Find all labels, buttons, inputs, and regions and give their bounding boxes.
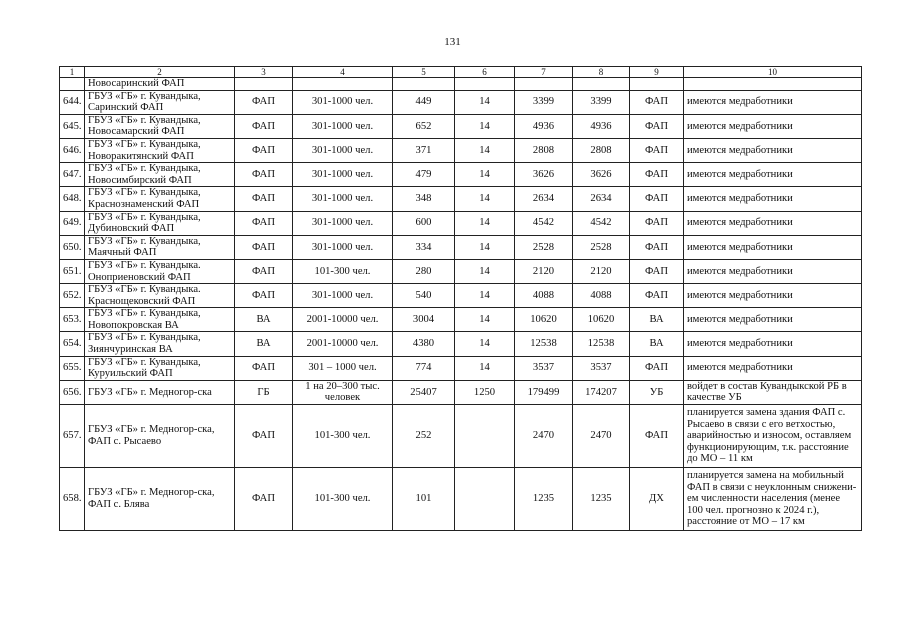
note: имеются медработники [684, 114, 862, 138]
table-row [60, 468, 862, 531]
header-cell: 9 [630, 67, 684, 78]
value-col6: 14 [455, 356, 515, 380]
facility-name: ГБУЗ «ГБ» г. Кувандыка, Дубиновский ФАП [85, 211, 235, 235]
value-col8: 3626 [573, 163, 630, 187]
target-type: ФАП [630, 259, 684, 283]
row-number: 654. [60, 332, 85, 356]
note: планируется замена на мобильный ФАП в связи с неуклонным снижени-ем численности населения (менее 100 чел. прогнозно к 2024 г.), расстояние от МО – 17 км [684, 468, 862, 531]
facility-name: ГБУЗ «ГБ» г. Медногор-ска, ФАП с. Блява [85, 468, 235, 531]
population-range: 301-1000 чел. [293, 114, 393, 138]
header-cell: 5 [393, 67, 455, 78]
page-number: 131 [444, 36, 461, 48]
population-range: 2001-10000 чел. [293, 332, 393, 356]
header-cell: 8 [573, 67, 630, 78]
value-col8: 1235 [573, 468, 630, 531]
value-col7: 2808 [515, 138, 573, 162]
note: имеются медработники [684, 163, 862, 187]
row-number: 651. [60, 259, 85, 283]
value-col6 [455, 405, 515, 468]
facility-type: ФАП [235, 163, 293, 187]
target-type: ВА [630, 308, 684, 332]
facility-type: ФАП [235, 284, 293, 308]
table-row [60, 114, 862, 138]
target-type: ФАП [630, 211, 684, 235]
value-col7: 1235 [515, 468, 573, 531]
target-type: УБ [630, 380, 684, 404]
table-row [60, 332, 862, 356]
continuation-row [60, 78, 862, 91]
facility-name: ГБУЗ «ГБ» г. Медногор-ска, ФАП с. Рысаево [85, 405, 235, 468]
note: имеются медработники [684, 356, 862, 380]
value-col5: 334 [393, 235, 455, 259]
note: имеются медработники [684, 187, 862, 211]
note: войдет в состав Кувандыкской РБ в качестве УБ [684, 380, 862, 404]
header-cell: 2 [85, 67, 235, 78]
facility-name: ГБУЗ «ГБ» г. Кувандыка, Новоракитянский ФАП [85, 138, 235, 162]
value-col7: 4088 [515, 284, 573, 308]
target-type: ФАП [630, 187, 684, 211]
population-range: 2001-10000 чел. [293, 308, 393, 332]
value-col7: 2528 [515, 235, 573, 259]
value-col8: 3399 [573, 90, 630, 114]
value-col5: 774 [393, 356, 455, 380]
population-range: 301-1000 чел. [293, 187, 393, 211]
value-col8: 2528 [573, 235, 630, 259]
value-col8: 2634 [573, 187, 630, 211]
note: имеются медработники [684, 284, 862, 308]
row-number: 649. [60, 211, 85, 235]
facility-name: ГБУЗ «ГБ» г. Кувандыка, Новосимбирский ФАП [85, 163, 235, 187]
table-row [60, 356, 862, 380]
facility-type: ФАП [235, 405, 293, 468]
value-col8: 2120 [573, 259, 630, 283]
table-row [60, 163, 862, 187]
row-number: 644. [60, 90, 85, 114]
header-cell: 4 [293, 67, 393, 78]
value-col8: 4088 [573, 284, 630, 308]
value-col5: 449 [393, 90, 455, 114]
value-col6: 14 [455, 114, 515, 138]
note: имеются медработники [684, 259, 862, 283]
population-range: 101-300 чел. [293, 468, 393, 531]
value-col7: 3626 [515, 163, 573, 187]
facility-name: ГБУЗ «ГБ» г. Кувандыка, Новопокровская ВА [85, 308, 235, 332]
value-col5: 540 [393, 284, 455, 308]
header-cell: 3 [235, 67, 293, 78]
value-col6: 14 [455, 259, 515, 283]
row-number: 655. [60, 356, 85, 380]
header-cell: 7 [515, 67, 573, 78]
header-row [60, 67, 862, 78]
target-type: ВА [630, 332, 684, 356]
target-type: ФАП [630, 114, 684, 138]
facility-type: ФАП [235, 114, 293, 138]
value-col5: 4380 [393, 332, 455, 356]
table-row [60, 380, 862, 404]
population-range: 301 – 1000 чел. [293, 356, 393, 380]
value-col8: 4936 [573, 114, 630, 138]
value-col5: 348 [393, 187, 455, 211]
value-col5: 25407 [393, 380, 455, 404]
facility-name: ГБУЗ «ГБ» г. Кувандыка, Новосамарский ФАП [85, 114, 235, 138]
value-col8: 2470 [573, 405, 630, 468]
facility-name: ГБУЗ «ГБ» г. Кувандыка, Маячный ФАП [85, 235, 235, 259]
value-col6: 14 [455, 138, 515, 162]
value-col6: 14 [455, 90, 515, 114]
population-range: 301-1000 чел. [293, 235, 393, 259]
value-col6: 14 [455, 284, 515, 308]
value-col8: 10620 [573, 308, 630, 332]
value-col7: 2470 [515, 405, 573, 468]
value-col6: 14 [455, 211, 515, 235]
value-col6: 14 [455, 332, 515, 356]
value-col6: 14 [455, 308, 515, 332]
table-row [60, 405, 862, 468]
table-row [60, 308, 862, 332]
note: имеются медработники [684, 332, 862, 356]
facility-type: ВА [235, 332, 293, 356]
population-range: 101-300 чел. [293, 259, 393, 283]
facility-name: ГБУЗ «ГБ» г. Кувандыка. Краснощековский ФАП [85, 284, 235, 308]
row-number: 645. [60, 114, 85, 138]
value-col5: 479 [393, 163, 455, 187]
target-type: ФАП [630, 163, 684, 187]
row-number: 653. [60, 308, 85, 332]
value-col8: 2808 [573, 138, 630, 162]
header-cell: 1 [60, 67, 85, 78]
table-row [60, 235, 862, 259]
facility-type: ФАП [235, 138, 293, 162]
facility-type: ФАП [235, 468, 293, 531]
value-col5: 371 [393, 138, 455, 162]
row-number: 647. [60, 163, 85, 187]
value-col7: 4542 [515, 211, 573, 235]
target-type: ФАП [630, 138, 684, 162]
population-range: 301-1000 чел. [293, 211, 393, 235]
table-row [60, 259, 862, 283]
value-col7: 179499 [515, 380, 573, 404]
target-type: ФАП [630, 284, 684, 308]
row-number: 650. [60, 235, 85, 259]
population-range: 301-1000 чел. [293, 90, 393, 114]
value-col7: 2634 [515, 187, 573, 211]
population-range: 301-1000 чел. [293, 138, 393, 162]
row-number: 646. [60, 138, 85, 162]
facility-name: ГБУЗ «ГБ» г. Кувандыка, Краснознаменский ФАП [85, 187, 235, 211]
facility-name: ГБУЗ «ГБ» г. Кувандыка, Зиянчуринская ВА [85, 332, 235, 356]
value-col6: 1250 [455, 380, 515, 404]
value-col5: 280 [393, 259, 455, 283]
facility-type: ФАП [235, 235, 293, 259]
row-number: 648. [60, 187, 85, 211]
note: имеются медработники [684, 211, 862, 235]
header-cell: 10 [684, 67, 862, 78]
target-type: ФАП [630, 356, 684, 380]
continuation-name: Новосаринский ФАП [85, 78, 235, 91]
value-col5: 652 [393, 114, 455, 138]
value-col8: 12538 [573, 332, 630, 356]
facility-name: ГБУЗ «ГБ» г. Кувандыка, Саринский ФАП [85, 90, 235, 114]
facility-type: ФАП [235, 90, 293, 114]
target-type: ФАП [630, 90, 684, 114]
population-range: 301-1000 чел. [293, 284, 393, 308]
value-col7: 3537 [515, 356, 573, 380]
facility-type: ГБ [235, 380, 293, 404]
value-col7: 4936 [515, 114, 573, 138]
value-col7: 10620 [515, 308, 573, 332]
target-type: ДХ [630, 468, 684, 531]
value-col8: 4542 [573, 211, 630, 235]
value-col6: 14 [455, 187, 515, 211]
value-col6 [455, 468, 515, 531]
value-col5: 252 [393, 405, 455, 468]
value-col5: 101 [393, 468, 455, 531]
value-col7: 12538 [515, 332, 573, 356]
value-col7: 3399 [515, 90, 573, 114]
row-number: 657. [60, 405, 85, 468]
note: имеются медработники [684, 138, 862, 162]
value-col6: 14 [455, 163, 515, 187]
facilities-table [59, 66, 862, 531]
table-row [60, 138, 862, 162]
target-type: ФАП [630, 235, 684, 259]
note: имеются медработники [684, 90, 862, 114]
note: имеются медработники [684, 235, 862, 259]
note: планируется замена здания ФАП с. Рысаево в связи с его ветхостью, аварийностью и износом, оставляем функционирующим, т.к. расстояние до МО – 11 км [684, 405, 862, 468]
facility-type: ФАП [235, 356, 293, 380]
table-row [60, 90, 862, 114]
table-row [60, 284, 862, 308]
facility-name: ГБУЗ «ГБ» г. Кувандыка. Оноприеновский ФАП [85, 259, 235, 283]
value-col8: 3537 [573, 356, 630, 380]
note: имеются медработники [684, 308, 862, 332]
facility-type: ВА [235, 308, 293, 332]
facility-type: ФАП [235, 187, 293, 211]
facility-name: ГБУЗ «ГБ» г. Медногор-ска [85, 380, 235, 404]
row-number: 652. [60, 284, 85, 308]
facility-name: ГБУЗ «ГБ» г. Кувандыка, Куруильский ФАП [85, 356, 235, 380]
value-col5: 600 [393, 211, 455, 235]
target-type: ФАП [630, 405, 684, 468]
population-range: 1 на 20–300 тыс. человек [293, 380, 393, 404]
row-number: 656. [60, 380, 85, 404]
table-row [60, 211, 862, 235]
value-col6: 14 [455, 235, 515, 259]
value-col7: 2120 [515, 259, 573, 283]
population-range: 301-1000 чел. [293, 163, 393, 187]
facility-type: ФАП [235, 259, 293, 283]
facility-type: ФАП [235, 211, 293, 235]
value-col5: 3004 [393, 308, 455, 332]
table-row [60, 187, 862, 211]
header-cell: 6 [455, 67, 515, 78]
value-col8: 174207 [573, 380, 630, 404]
row-number: 658. [60, 468, 85, 531]
population-range: 101-300 чел. [293, 405, 393, 468]
